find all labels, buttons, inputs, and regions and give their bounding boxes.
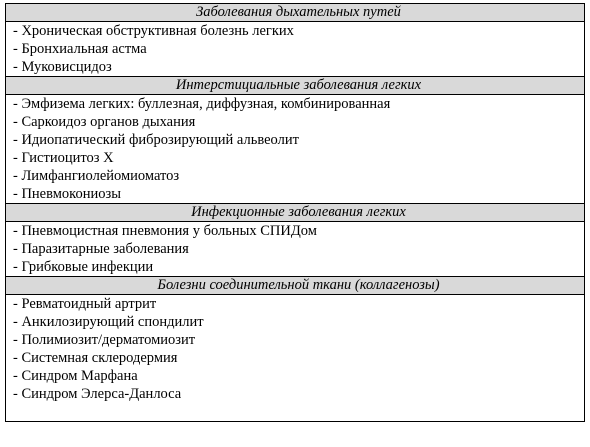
section-title: Инфекционные заболевания легких xyxy=(6,204,585,222)
list-item: - Лимфангиолейомиоматоз xyxy=(13,168,180,184)
section-items xyxy=(6,295,585,422)
list-item: - Системная склеродермия xyxy=(13,350,178,366)
list-item: - Грибковые инфекции xyxy=(13,259,154,275)
section-body-row xyxy=(6,22,585,77)
list-item: - Синдром Марфана xyxy=(13,368,138,384)
section-header-row xyxy=(6,77,585,95)
list-item: - Гистиоцитоз Х xyxy=(13,150,114,166)
list-item: - Эмфизема легких: буллезная, диффузная, комбинированная xyxy=(13,96,391,112)
section-body-row xyxy=(6,295,585,422)
section-items xyxy=(6,95,585,204)
list-item: - Саркоидоз органов дыхания xyxy=(13,114,196,130)
section-items xyxy=(6,222,585,277)
section-body-row xyxy=(6,222,585,277)
list-item: - Ревматоидный артрит xyxy=(13,296,157,312)
section-title: Интерстициальные заболевания легких xyxy=(6,77,585,95)
list-item: - Хроническая обструктивная болезнь легких xyxy=(13,23,294,39)
section-header-row xyxy=(6,204,585,222)
list-item: - Муковисцидоз xyxy=(13,59,112,75)
list-item: - Идиопатический фиброзирующий альвеолит xyxy=(13,132,299,148)
section-title: Болезни соединительной ткани (коллагенозы) xyxy=(6,277,585,295)
list-item: - Бронхиальная астма xyxy=(13,41,147,57)
list-item: - Пневмокониозы xyxy=(13,186,121,202)
list-item: - Паразитарные заболевания xyxy=(13,241,189,257)
disease-table xyxy=(5,3,585,422)
list-item: - Анкилозирующий спондилит xyxy=(13,314,204,330)
section-title: Заболевания дыхательных путей xyxy=(6,4,585,22)
section-items xyxy=(6,22,585,77)
section-header-row xyxy=(6,277,585,295)
trailing-space xyxy=(13,403,584,421)
list-item: - Пневмоцистная пневмония у больных СПИДом xyxy=(13,223,317,239)
section-header-row xyxy=(6,4,585,22)
list-item: - Полимиозит/дерматомиозит xyxy=(13,332,196,348)
list-item: - Синдром Элерса-Данлоса xyxy=(13,386,182,402)
section-body-row xyxy=(6,95,585,204)
